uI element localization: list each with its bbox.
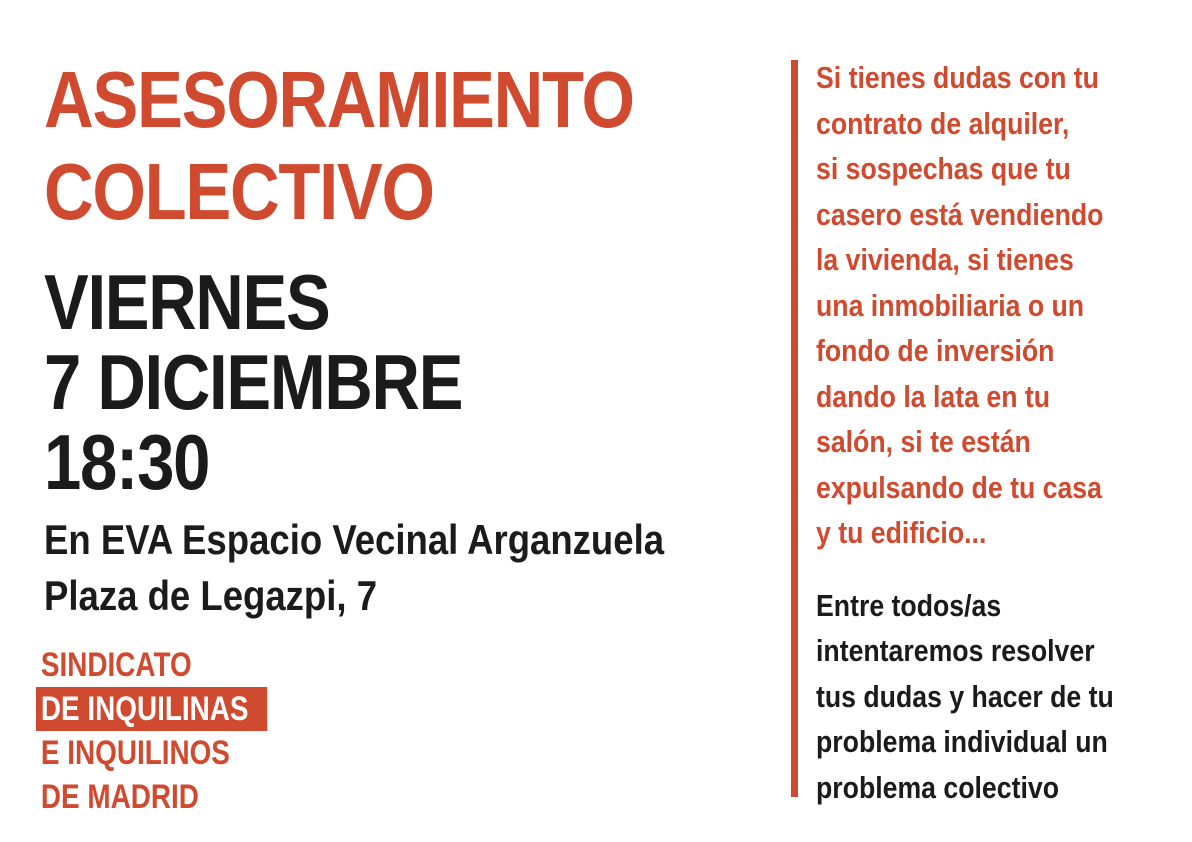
side-red-line: contrato de alquiler, <box>816 105 1070 141</box>
side-red-line: si sospechas que tu <box>816 151 1071 186</box>
side-dark-line: Entre todos/as <box>816 587 1002 623</box>
event-day: VIERNES <box>44 258 330 346</box>
side-red-line: dando la lata en tu <box>816 378 1051 414</box>
organization-logo <box>36 643 296 819</box>
event-time: 18:30 <box>44 418 210 506</box>
event-date: 7 DICIEMBRE <box>44 338 463 426</box>
side-dark-line: problema individual un <box>816 724 1108 759</box>
side-red-line: expulsando de tu casa <box>816 469 1102 505</box>
event-datetime <box>44 258 764 506</box>
side-red-line: casero está vendiendo <box>816 196 1104 232</box>
side-red-line: la vivienda, si tienes <box>816 242 1074 277</box>
side-red-line: una inmobiliaria o un <box>816 287 1085 323</box>
side-dark-line: problema colectivo <box>816 769 1059 805</box>
side-description <box>816 55 1176 810</box>
side-red-paragraph <box>816 55 1176 556</box>
side-red-line: y tu edificio... <box>816 515 987 550</box>
side-red-line: Si tienes dudas con tu <box>816 60 1099 95</box>
logo-line-3: E INQUILINOS <box>40 734 230 772</box>
event-venue <box>44 512 764 624</box>
side-dark-line: tus dudas y hacer de tu <box>816 678 1114 714</box>
side-red-line: fondo de inversión <box>816 333 1055 368</box>
side-divider <box>791 60 798 797</box>
venue-address: Plaza de Legazpi, 7 <box>44 572 378 619</box>
logo-line-1: SINDICATO <box>40 646 192 684</box>
side-red-line: salón, si te están <box>816 424 1031 459</box>
side-dark-line: intentaremos resolver <box>816 633 1095 668</box>
logo-line-4: DE MADRID <box>40 778 199 816</box>
logo-line-2: DE INQUILINAS <box>36 687 267 731</box>
title-line-1: ASESORAMIENTO <box>44 55 634 144</box>
side-dark-paragraph <box>816 583 1176 811</box>
venue-name: En EVA Espacio Vecinal Arganzuela <box>44 516 665 563</box>
event-title <box>44 54 764 238</box>
title-line-2: COLECTIVO <box>44 147 434 236</box>
